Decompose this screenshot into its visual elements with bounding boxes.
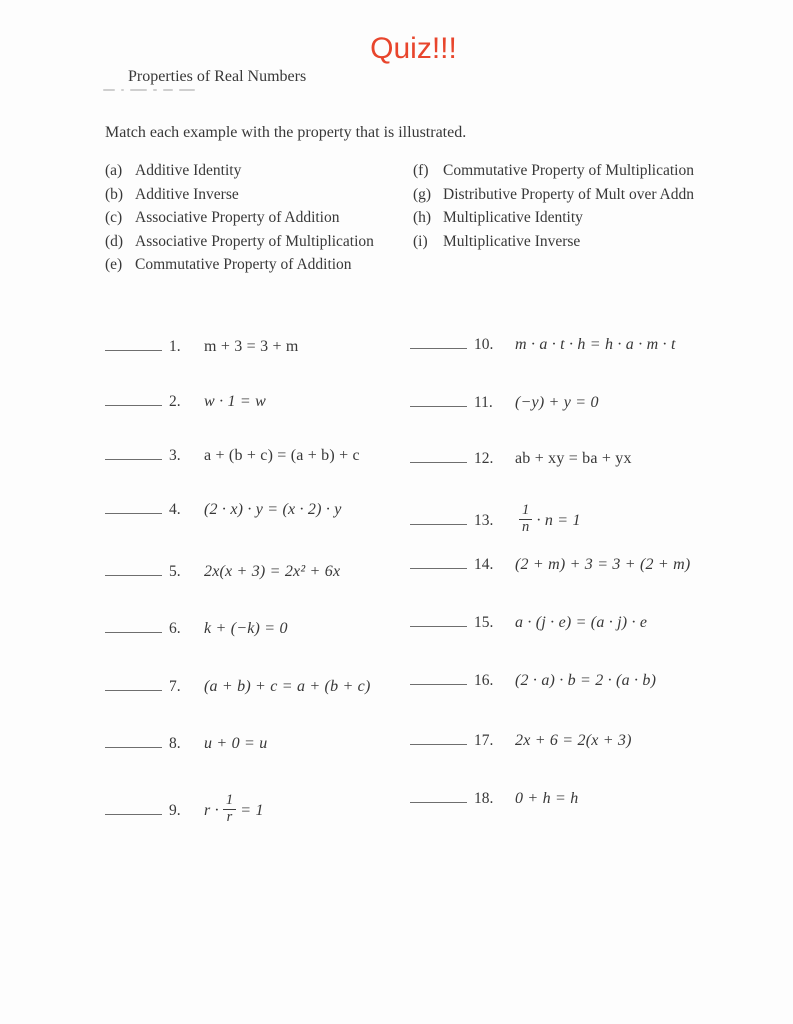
property-key: (b) xyxy=(105,185,124,203)
question-row-18 xyxy=(410,789,578,808)
property-item-d xyxy=(105,230,374,254)
property-label: Distributive Property of Mult over Addn xyxy=(443,185,694,203)
question-number: 15. xyxy=(474,614,494,631)
answer-blank xyxy=(410,613,467,627)
answer-blank xyxy=(105,619,162,633)
instructions-text: Match each example with the property that is illustrated. xyxy=(105,124,467,141)
page-title: Properties of Real Numbers xyxy=(128,68,307,85)
fraction-numerator: 1 xyxy=(519,503,532,520)
answer-blank xyxy=(410,511,467,525)
question-row-14 xyxy=(410,555,690,574)
question-number: 1. xyxy=(169,338,181,355)
fraction-denominator: r xyxy=(226,808,233,825)
question-number: 9. xyxy=(169,802,181,820)
question-number: 3. xyxy=(169,447,181,464)
property-item-h xyxy=(413,206,694,230)
property-key: (f) xyxy=(413,162,429,179)
property-label: Additive Inverse xyxy=(135,185,239,203)
question-number: 13. xyxy=(474,512,494,530)
property-key: (g) xyxy=(413,185,432,203)
fraction-numerator: 1 xyxy=(223,793,236,810)
question-expression: a + (b + c) = (a + b) + c xyxy=(204,447,360,464)
property-key: (h) xyxy=(413,209,432,227)
question-number: 10. xyxy=(474,336,494,353)
property-label: Commutative Property of Multiplication xyxy=(443,162,694,179)
property-item-i xyxy=(413,230,694,254)
question-expression: 2x(x + 3) = 2x² + 6x xyxy=(204,563,341,580)
quiz-title: Quiz!!! xyxy=(370,32,457,65)
question-expression: m + 3 = 3 + m xyxy=(204,338,299,355)
property-label: Associative Property of Multiplication xyxy=(135,232,374,250)
question-number: 18. xyxy=(474,790,494,807)
expression-prefix: r · xyxy=(204,802,219,820)
property-item-e xyxy=(105,253,374,277)
answer-blank xyxy=(105,337,162,351)
question-expression: (2 · x) · y = (x · 2) · y xyxy=(204,501,342,518)
fraction xyxy=(519,503,532,536)
question-number: 7. xyxy=(169,678,181,695)
answer-blank xyxy=(105,446,162,460)
question-row-15 xyxy=(410,613,647,632)
question-expression: u + 0 = u xyxy=(204,735,268,752)
question-row-13 xyxy=(410,502,581,538)
property-item-g xyxy=(413,183,694,207)
answer-blank xyxy=(105,562,162,576)
answer-blank xyxy=(105,734,162,748)
question-expression: (a + b) + c = a + (b + c) xyxy=(204,678,371,695)
question-expression: 2x + 6 = 2(x + 3) xyxy=(515,732,632,749)
expression-suffix: = 1 xyxy=(240,802,264,820)
question-expression: a · (j · e) = (a · j) · e xyxy=(515,614,648,631)
question-row-9 xyxy=(105,792,264,828)
property-label: Commutative Property of Addition xyxy=(135,256,352,274)
clipped-text-line xyxy=(103,89,253,93)
question-number: 5. xyxy=(169,563,181,580)
property-list-right xyxy=(413,159,694,253)
answer-blank xyxy=(410,671,467,685)
question-row-17 xyxy=(410,731,632,750)
property-label: Multiplicative Identity xyxy=(443,209,583,227)
answer-blank xyxy=(410,393,467,407)
question-number: 2. xyxy=(169,393,181,410)
answer-blank xyxy=(410,555,467,569)
question-expression: (2 + m) + 3 = 3 + (2 + m) xyxy=(515,556,691,573)
question-expression: (2 · a) · b = 2 · (a · b) xyxy=(515,672,657,689)
fraction-denominator: n xyxy=(522,518,530,535)
property-key: (d) xyxy=(105,232,124,250)
property-key: (i) xyxy=(413,232,428,250)
property-item-c xyxy=(105,206,374,230)
question-expression: ab + xy = ba + yx xyxy=(515,450,632,467)
property-label: Additive Identity xyxy=(135,162,242,179)
question-expression xyxy=(204,792,264,828)
property-item-a xyxy=(105,159,374,183)
question-row-6 xyxy=(105,619,288,638)
answer-blank xyxy=(105,500,162,514)
question-expression: m · a · t · h = h · a · m · t xyxy=(515,336,676,353)
answer-blank xyxy=(410,789,467,803)
question-row-2 xyxy=(105,392,266,411)
question-number: 14. xyxy=(474,556,494,573)
property-key: (a) xyxy=(105,162,123,179)
question-row-1 xyxy=(105,337,299,356)
answer-blank xyxy=(410,335,467,349)
question-number: 6. xyxy=(169,620,181,637)
answer-blank xyxy=(410,449,467,463)
question-row-5 xyxy=(105,562,340,581)
expression-suffix: · n = 1 xyxy=(536,512,581,530)
question-row-11 xyxy=(410,393,599,412)
property-item-b xyxy=(105,183,374,207)
question-row-3 xyxy=(105,446,360,465)
property-label: Multiplicative Inverse xyxy=(443,232,581,250)
property-list-left xyxy=(105,159,374,277)
property-key: (c) xyxy=(105,209,123,227)
answer-blank xyxy=(105,801,162,815)
question-expression: 0 + h = h xyxy=(515,790,579,807)
question-expression: k + (−k) = 0 xyxy=(204,620,288,637)
property-item-f xyxy=(413,159,694,183)
question-expression xyxy=(515,502,581,538)
question-number: 4. xyxy=(169,501,181,518)
question-expression: (−y) + y = 0 xyxy=(515,394,599,411)
question-row-12 xyxy=(410,449,632,468)
answer-blank xyxy=(105,677,162,691)
question-number: 11. xyxy=(474,394,493,411)
question-row-10 xyxy=(410,335,676,354)
answer-blank xyxy=(410,731,467,745)
question-expression: w · 1 = w xyxy=(204,393,266,410)
question-number: 12. xyxy=(474,450,494,467)
fraction xyxy=(223,793,236,826)
question-row-8 xyxy=(105,734,267,753)
question-row-4 xyxy=(105,500,342,519)
question-number: 8. xyxy=(169,735,181,752)
question-row-7 xyxy=(105,677,371,696)
answer-blank xyxy=(105,392,162,406)
question-number: 17. xyxy=(474,732,494,749)
property-label: Associative Property of Addition xyxy=(135,209,340,227)
property-key: (e) xyxy=(105,256,123,274)
question-number: 16. xyxy=(474,672,494,689)
question-row-16 xyxy=(410,671,656,690)
